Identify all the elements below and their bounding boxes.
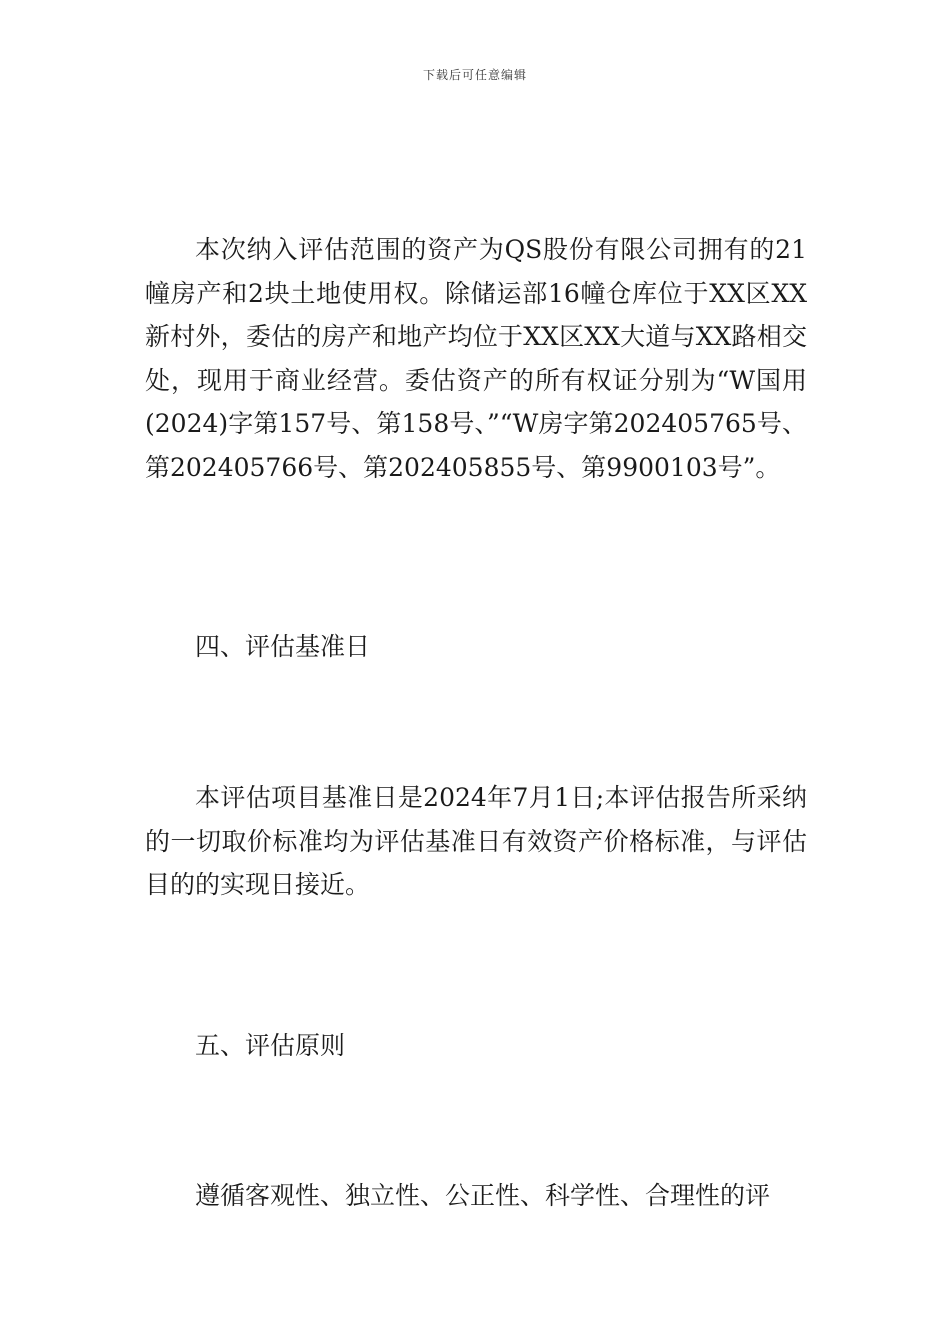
section-heading-valuation-principles: 五、评估原则 [195,1031,346,1060]
header-note: 下载后可任意编辑 [422,68,527,82]
section-heading-valuation-date: 四、评估基准日 [195,632,371,661]
valuation-date-paragraph: 本评估项目基准日是2024年7月1日;本评估报告所采纳的一切取价标准均为评估基准日有效资产价格标准，与评估目的的实现日接近。 [145,783,807,900]
valuation-principles-paragraph: 遵循客观性、独立性、公正性、科学性、合理性的评 [195,1181,771,1210]
asset-scope-paragraph: 本次纳入评估范围的资产为QS股份有限公司拥有的21幢房产和2块土地使用权。除储运部16幢仓库位于XX区XX新村外，委估的房产和地产均位于XX区XX大道与XX路相交处，现用于商业经营。委估资产的所有权证分别为“W国用(2024)字第157号、第158号、”“W房字第202405765号、第202405766号、第202405855号、第9900103号”。 [145,235,807,482]
